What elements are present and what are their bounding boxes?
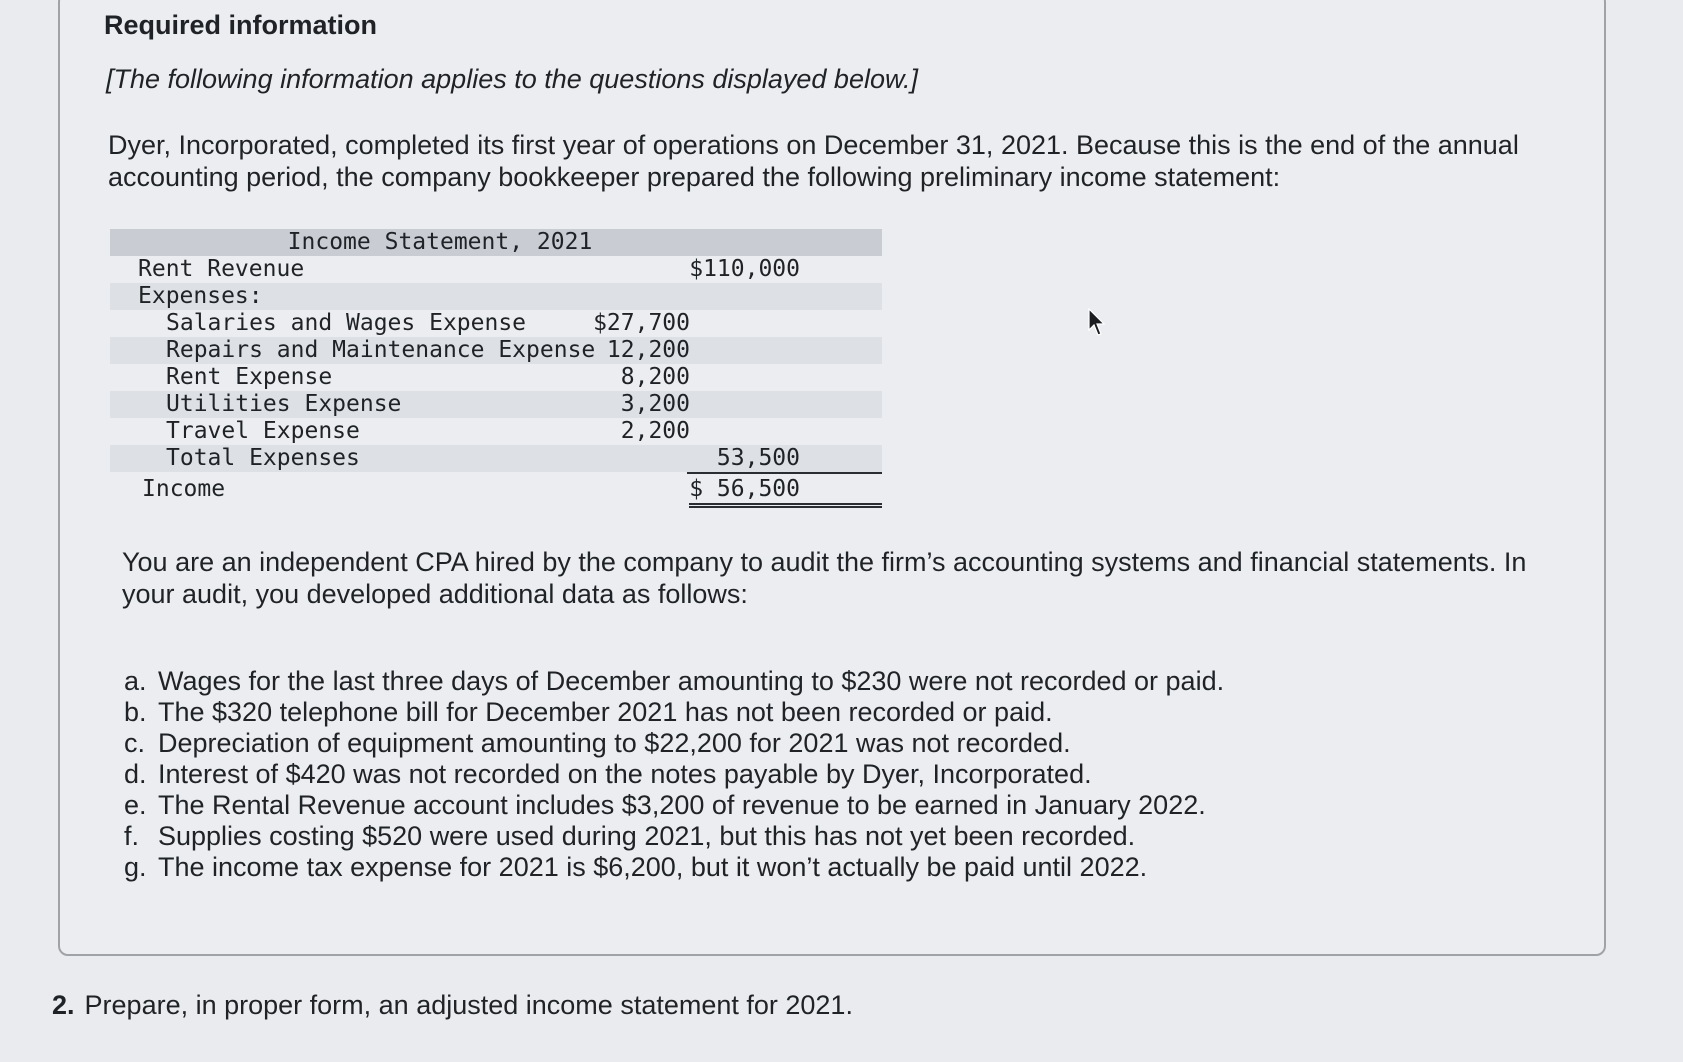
total-expenses-row <box>110 445 882 472</box>
expense-row <box>110 310 882 337</box>
mouse-cursor-icon <box>1088 308 1108 338</box>
statement-title-row <box>110 229 882 256</box>
item-letter: a. <box>124 666 147 696</box>
list-item <box>124 821 1224 852</box>
info-note: [The following information applies to the questions displayed below.] <box>106 64 918 94</box>
total-expenses-value: 53,500 <box>687 445 882 474</box>
item-text: Depreciation of equipment amounting to $22,200 for 2021 was not recorded. <box>158 728 1071 758</box>
expense-label: Rent Expense <box>166 364 333 390</box>
expense-label: Salaries and Wages Expense <box>166 310 527 336</box>
statement-title: Income Statement, 2021 <box>287 229 593 255</box>
question-number: 2. <box>52 990 75 1020</box>
expense-label: Utilities Expense <box>166 391 402 417</box>
list-item <box>124 852 1224 883</box>
expense-row <box>110 391 882 418</box>
list-item <box>124 790 1224 821</box>
question-text: Prepare, in proper form, an adjusted income statement for 2021. <box>84 990 853 1020</box>
item-letter: b. <box>124 697 147 727</box>
rent-revenue-value: $110,000 <box>689 256 800 282</box>
total-expenses-label: Total Expenses <box>166 445 360 471</box>
income-statement-table <box>110 229 882 512</box>
expense-value: $27,700 <box>593 310 690 336</box>
item-letter: e. <box>124 790 147 820</box>
audit-items-list <box>124 666 1224 883</box>
item-text: Supplies costing $520 were used during 2021, but this has not yet been recorded. <box>158 821 1136 851</box>
expense-label: Travel Expense <box>166 418 360 444</box>
item-text: The $320 telephone bill for December 2021 has not been recorded or paid. <box>158 697 1053 727</box>
expense-value: 12,200 <box>606 337 690 363</box>
list-item <box>124 697 1224 728</box>
list-item <box>124 666 1224 697</box>
income-row <box>110 476 882 512</box>
item-text: The Rental Revenue account includes $3,200 of revenue to be earned in January 2022. <box>158 790 1206 820</box>
item-letter: g. <box>124 852 147 882</box>
list-item <box>124 728 1224 759</box>
item-text: The income tax expense for 2021 is $6,200, but it won’t actually be paid until 2022. <box>158 852 1148 882</box>
item-letter: d. <box>124 759 147 789</box>
expense-value: 3,200 <box>620 391 690 417</box>
item-text: Wages for the last three days of December amounting to $230 were not recorded or paid. <box>158 666 1225 696</box>
expense-value: 8,200 <box>620 364 690 390</box>
item-letter: f. <box>124 821 140 851</box>
income-value: $ 56,500 <box>689 476 882 508</box>
item-letter: c. <box>124 728 146 758</box>
rent-revenue-label: Rent Revenue <box>138 256 305 282</box>
list-item <box>124 759 1224 790</box>
question-prompt <box>52 990 853 1021</box>
expense-value: 2,200 <box>587 418 690 447</box>
expense-row <box>110 418 882 445</box>
expense-row <box>110 337 882 364</box>
expense-row <box>110 364 882 391</box>
rent-revenue-row <box>110 256 882 283</box>
section-heading: Required information <box>104 10 378 40</box>
expense-label: Repairs and Maintenance Expense <box>166 337 596 363</box>
audit-paragraph: You are an independent CPA hired by the company to audit the firm’s accounting systems and financial statements. In your audit, you developed additional data as follows: <box>122 547 1527 609</box>
expenses-header-row <box>110 283 882 310</box>
item-text: Interest of $420 was not recorded on the notes payable by Dyer, Incorporated. <box>158 759 1092 789</box>
expenses-label: Expenses: <box>138 283 263 309</box>
income-label: Income <box>142 476 226 502</box>
intro-paragraph: Dyer, Incorporated, completed its first year of operations on December 31, 2021. Because this is the end of the annual accounting period, the company bookkeeper prepared the following preliminary income statement: <box>108 130 1519 192</box>
